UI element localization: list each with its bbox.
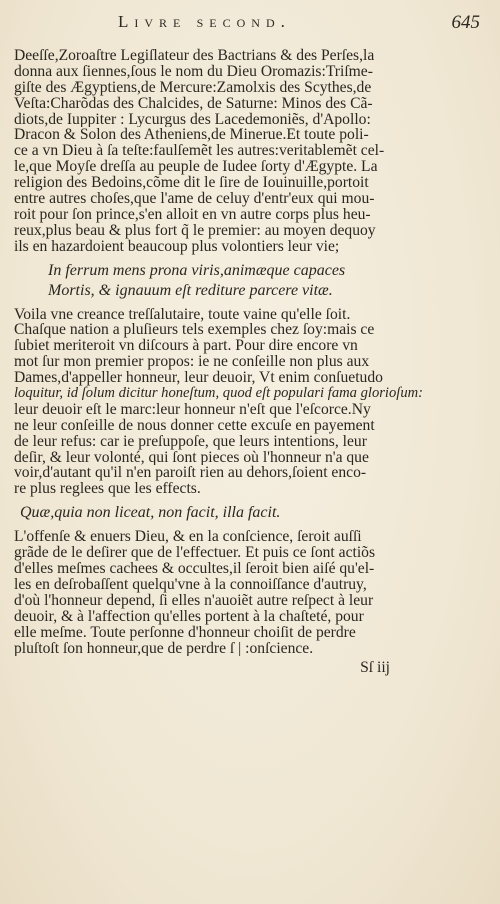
text-line: le,que Moyſe dreſſa au peuple de Iudee ſorty d'Ægypte. La [14,159,378,176]
page-number: 645 [451,12,480,33]
text-line: voir,d'autant qu'il n'en paroiſt rien au dehors,ſoient enco- [14,465,367,482]
text-line: Dames,d'appeller honneur, leur deuoir, Vt enim conſuetudo [14,370,383,387]
text-line: religion des Bedoins,cõme dit le ſire de Iouinuille,portoit [14,175,369,192]
page-header [0,12,500,40]
text-line: entre autres choſes,que l'ame de celuy d'entr'eux qui mou- [14,191,375,207]
text-line: pluſtoſt ſon honneur,que de perdre ſ | :onſcience. [14,640,314,657]
text-line: deuoir, & à l'affection qu'elles portent à la chaſteté, pour [14,608,364,625]
text-line: reux,plus beau & plus fort q̃ le premier: au moyen dequoy [14,222,376,239]
signature-mark: Sſ iij [360,659,390,677]
text-line: ils en hazardoient beaucoup plus volontiers leur vie; [14,238,340,255]
paragraph-3 [14,529,460,656]
text-line: re plus reglees que les effects. [14,481,201,498]
latin-quote-line: loquitur, id ſolum dicitur honeſtum, quod eſt populari fama glorioſum: [14,386,424,402]
text-line: grãde de le deſirer que de l'effectuer. Et puis ce ſont actiõs [14,545,376,562]
text-line: ſubiet meriteroit vn diſcours à part. Pour dire encore vn [14,338,358,355]
paragraph-1 [14,48,460,255]
verse-line: In ferrum mens prona viris,animæque capaces [48,261,346,279]
text-line: Chaſque nation a pluſieurs tels exemples chez ſoy:mais ce [14,322,375,339]
paragraph-2 [14,307,460,498]
text-block [14,48,460,676]
text-line: giſte des Ægyptiens,de Mercure:Zamolxis des Scythes,de [14,79,372,96]
verse-quote-2 [14,503,460,523]
text-line: d'elles meſmes cachees & occultes,il ſeroit bien aiſé qu'el- [14,561,375,577]
text-line: mot ſur mon premier propos: ie ne conſeille non plus aux [14,354,370,371]
running-head: Livre second. [118,12,291,31]
text-line: diots,de Iuppiter : Lycurgus des Lacedemoniẽs, d'Apollo: [14,111,371,128]
text-line: Dracon & Solon des Atheniens,de Mineruе.Et toute poli- [14,127,369,144]
verse-line: Mortis, & ignauum eſt rediture parcere vitæ. [48,281,333,299]
verse-line: Quæ,quia non liceat, non facit, illa facit. [20,504,281,522]
text-line: elle meſme. Toute perſonne d'honneur choiſit de perdre [14,624,356,641]
text-line: ce a vn Dieu à ſa teſte:faulſemẽt les autres:veritablemẽt cel- [14,143,385,160]
text-line: de leur refus: car ie preſuppoſe, que leurs intentions, leur [14,433,367,450]
text-line: Voila vne creance treſſalutaire, toute vaine qu'elle ſoit. [14,306,351,323]
text-line: ne leur conſeille de nous donner cette excuſe en payement [14,417,375,434]
text-line: L'offenſe & enuers Dieu, & en la conſcience, ſeroit auſſi [14,529,362,546]
text-line: Veſta:Charõdas des Chalcides, de Saturne: Minos des Cã- [14,95,373,112]
verse-quote-1 [14,261,460,301]
text-line: d'où l'honneur depend, ſi elles n'auoiẽt autre reſpect à leur [14,592,374,609]
text-line: donna aux ſiennes,ſous le nom du Dieu Oromazis:Triſme- [14,63,373,80]
text-line: Deeſſe,Zoroaſtre Legiſlateur des Bactrians & des Perſes,la [14,48,375,64]
text-line: leur deuoir eſt le marc:leur honneur n'eſt que l'eſcorce.Ny [14,401,371,418]
text-line: deſir, & leur volonté, qui ſont pieces où l'honneur n'a que [14,449,369,466]
text-line: roit pour ſon prince,s'en alloit en vn autre corps plus heu- [14,206,371,223]
text-line: les en deſrobaſſent quelqu'vne à la connoiſſance d'autruy, [14,576,367,593]
